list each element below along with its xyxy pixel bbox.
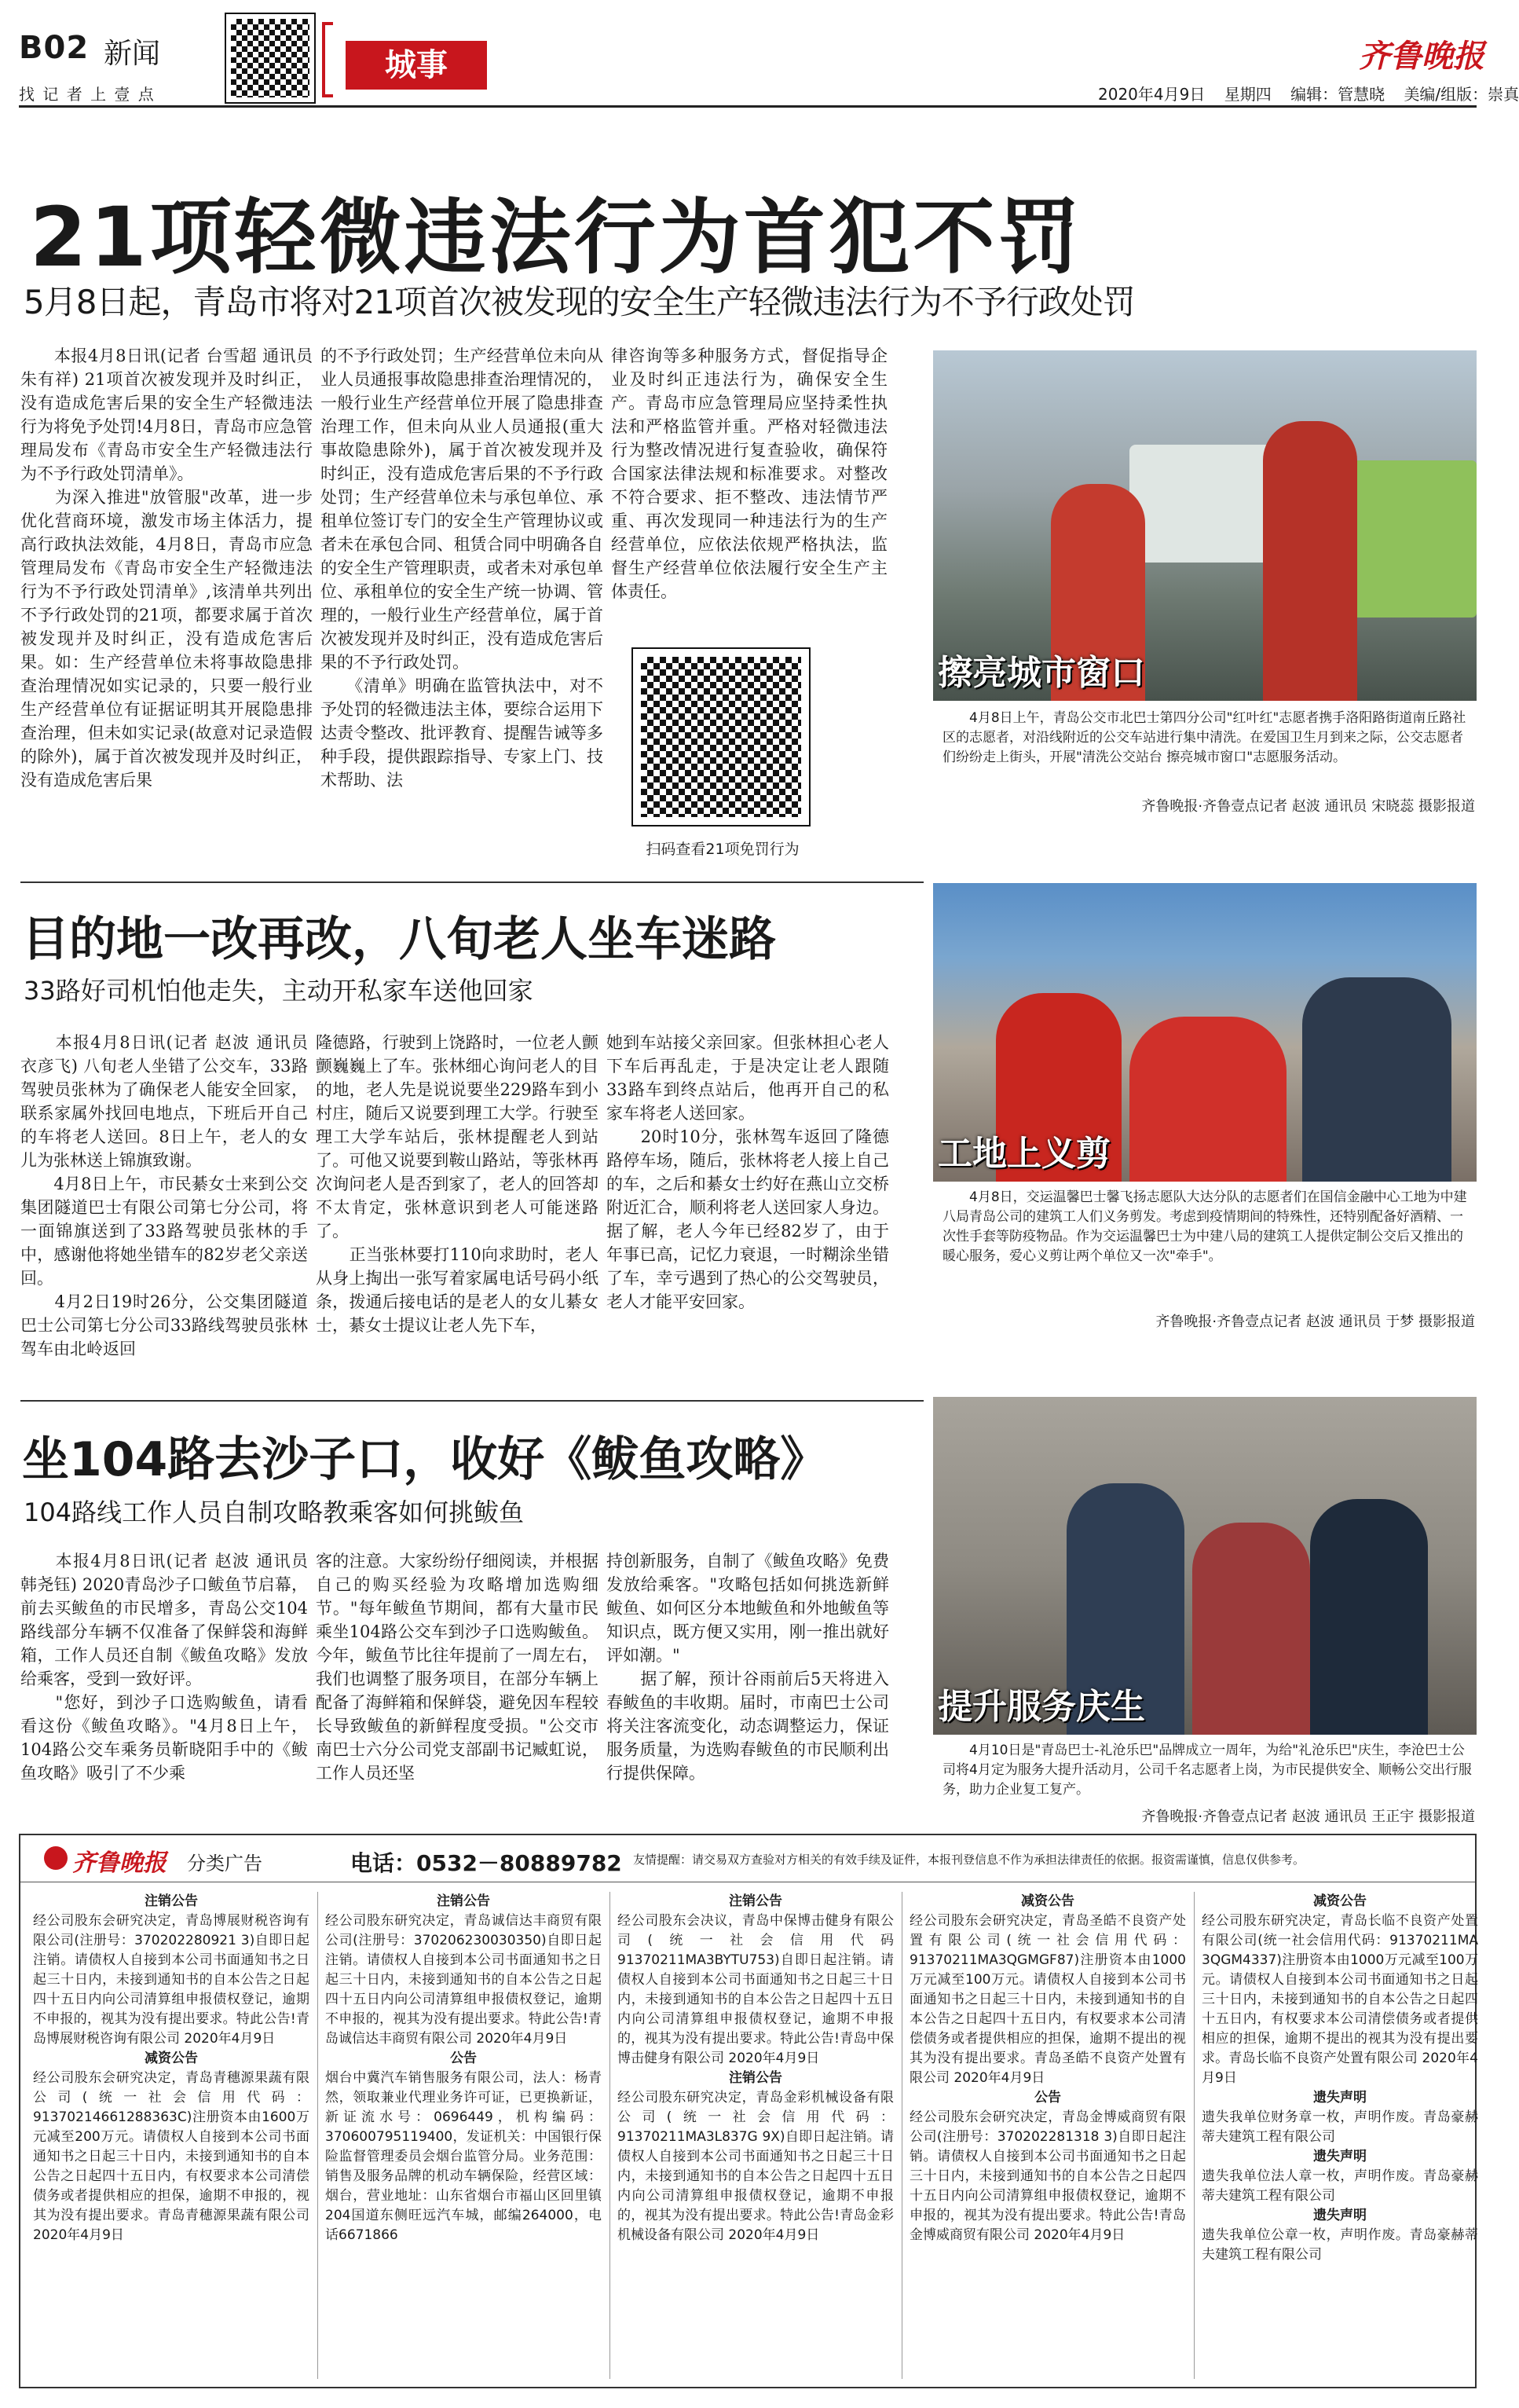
ad-body: 烟台中冀汽车销售服务有限公司，法人：杨青然，领取兼业代理业务许可证，已更换新证，新证流水号：0696449，机构编码：370600795119400，发证机关：中国银行保险监督管理委员会烟台监管分局。业务范围：销售及服务品牌的机动车辆保险，经营区域：烟台，营业地址：山东省烟台市福山区回里镇204国道东侧旺远汽车城，邮编264000，电话6671866 [325, 2070, 602, 2243]
story2-column-2: 隆德路，行驶到上饶路时，一位老人颤颤巍巍上了车。张林细心询问老人的目的地，老人先是说说要坐229路车到小村庄，随后又说要到理工大学。行驶至理工大学车站后，张林提醒老人到站了。可他又说要到鞍山路站，等张林再次询问老人是否到家了，老人的回答却不太肯定，张林意识到老人可能迷路了。 正当张林要打110向求助时，老人从身上掏出一张写着家属电话号码小纸条，拨通后接电话的是老人的女儿綦女士，綦女士提议让老人先下车， [316, 1033, 598, 1335]
ad-body: 经公司股东会研究决定，青岛博展财税咨询有限公司(注册号：370202280921 3)自即日起注销。请债权人自接到本公司书面通知书之日起三十日内，未接到通知书的自本公告之日起四十五日内向公司清算组申报债权登记，逾期不申报的，视其为没有提出要求。特此公告!青岛博展财税咨询有限公司 2020年4月9日 [33, 1913, 309, 2047]
photo-2-person-shape [1129, 1017, 1287, 1182]
channel-bracket-icon [322, 22, 333, 97]
header-rule [19, 105, 1477, 108]
photo-3-person-shape [1192, 1523, 1310, 1735]
ads-column-divider [317, 1892, 318, 2379]
ad-body: 遗失我单位公章一枚，声明作废。青岛豪赫蒂夫建筑工程有限公司 [1202, 2227, 1478, 2263]
ad-body: 遗失我单位法人章一枚，声明作废。青岛豪赫蒂夫建筑工程有限公司 [1202, 2168, 1478, 2204]
photo-1-bus-shape [1341, 460, 1477, 618]
photo-3 [933, 1397, 1477, 1735]
ad-body: 经公司股东会研究决定，青岛青穗源果蔬有限公司(统一社会信用代码：91370214661288363C)注册资本由1600万元减至200万元。请债权人自接到本公司书面通知书之日起三十日内，未接到通知书的自本公告之日起四十五日内，有权要求本公司清偿债务或者提供相应的担保，逾期不申报的，视其为没有提出要求。青岛青穗源果蔬有限公司 2020年4月9日 [33, 2070, 314, 2243]
story2-headline: 目的地一改再改，八旬老人坐车迷路 [22, 912, 776, 967]
header-designer: 美编/组版：崇真 [1404, 85, 1519, 104]
ad-title: 减资公告 [1021, 1893, 1074, 1909]
ad-title: 公告 [1034, 2090, 1061, 2106]
ads-column-divider [609, 1892, 610, 2379]
ads-header [20, 1835, 1475, 1882]
story2-column-1: 本报4月8日讯(记者 赵波 通讯员 衣彦飞) 八旬老人坐错了公交车，33路驾驶员张林为了确保老人能安全回家，联系家属外找回电地点，下班后开自己的车将老人送回。8日上午，老人的女儿为张林送上锦旗致谢。 4月8日上午，市民綦女士来到公交集团隧道巴士有限公司第七分公司，将一面锦旗送到了33路驾驶员张林的手中，感谢他将她坐错车的82岁老父亲送回。 4月2日19时26分，公交集团隧道巴士公司第七分公司33路线驾驶员张林驾车由北岭返回 [20, 1033, 308, 1358]
story3-column-2: 客的注意。大家纷纷仔细阅读，并根据自己的购买经验为攻略增加选购细节。"每年鲅鱼节期间，都有大量市民乘坐104路公交车到沙子口选购鲅鱼。今年，鲅鱼节比往年提前了一周左右，我们也调整了服务项目，在部分车辆上配备了海鲜箱和保鲜袋，避免因车程较长导致鲅鱼的新鲜程度受损。"公交市南巴士六分公司党支部副书记臧虹说，工作人员还坚 [316, 1552, 598, 1783]
ad-title: 注销公告 [729, 2070, 782, 2086]
photo-1 [933, 350, 1477, 701]
story3-column-3: 持创新服务，自制了《鲅鱼攻略》免费发放给乘客。"攻略包括如何挑选新鲜鲅鱼、如何区分本地鲅鱼和外地鲅鱼等知识点，既方便又实用，刚一推出就好评如潮。" 据了解，预计谷雨前后5天将进入春鲅鱼的丰收期。届时，市南巴士公司将关注客流变化，动态调整运力，保证服务质量，为选购春鲅鱼的市民顺利出行提供保障。 [606, 1552, 889, 1783]
ad-body: 遗失我单位财务章一枚，声明作废。青岛豪赫蒂夫建筑工程有限公司 [1202, 2109, 1478, 2145]
ads-phone: 电话：0532－80889782 [350, 1850, 622, 1876]
ad-notice [910, 2088, 1186, 2245]
photo-3-credit: 齐鲁晚报·齐鲁壹点记者 赵波 通讯员 王正宇 摄影报道 [1141, 1809, 1475, 1825]
story3-headline: 坐104路去沙子口，收好《鲅鱼攻略》 [22, 1432, 828, 1487]
ad-title: 注销公告 [729, 1893, 782, 1909]
photo-2-caption: 4月8日，交运温馨巴士馨飞扬志愿队大达分队的志愿者们在国信金融中心工地为中建八局青岛公司的建筑工人们义务剪发。考虑到疫情期间的特殊性，还特别配备好酒精、一次性手套等防疫物品。作为交运温馨巴士为中建八局的建筑工人提供定制公交后又推出的暖心服务，爱心义剪让两个单位又一次"牵手"。 [943, 1189, 1467, 1264]
photo-3-person-shape [1310, 1499, 1428, 1735]
header-brand-logo: 齐鲁晚报 [1359, 38, 1484, 75]
photo-2 [933, 883, 1477, 1182]
ad-notice [1202, 2147, 1478, 2206]
ad-title: 减资公告 [145, 2051, 198, 2066]
photo-1-person-shape [1263, 421, 1357, 701]
ad-notice [910, 1892, 1186, 2088]
ad-notice [1202, 2088, 1478, 2147]
lead-subheadline: 5月8日起，青岛市将对21项首次被发现的安全生产轻微违法行为不予行政处罚 [24, 283, 1135, 321]
ad-notice [617, 2069, 894, 2245]
lead-column-1: 本报4月8日讯(记者 台雪超 通讯员 朱有祥) 21项首次被发现并及时纠正，没有造成危害后果的安全生产轻微违法行为将免予处罚!4月8日，青岛市应急管理局发布《青岛市安全生产轻微违法行为不予行政处罚清单》。 为深入推进"放管服"改革，进一步优化营商环境，激发市场主体活力，提高行政执法效能，4月8日，青岛市应急管理局发布《青岛市安全生产轻微违法行为不予行政处罚清单》,该清单共列出不予行政处罚的21项，都要求属于首次被发现并及时纠正，没有造成危害后果。如：生产经营单位未将事故隐患排查治理情况如实记录的，只要一般行业生产经营单位有证据证明其开展隐患排查治理，但未如实记录(故意对记录造假的除外)，属于首次被发现并及时纠正，没有造成危害后果 [20, 346, 313, 790]
ads-brand-logo: 齐鲁晚报 [72, 1849, 167, 1877]
photo-1-caption: 4月8日上午，青岛公交市北巴士第四分公司"红叶红"志愿者携手洛阳路街道南丘路社区的志愿者，对沿线附近的公交车站进行集中清洗。在爱国卫生月到来之际，公交志愿者们纷纷走上街头，开展"清洗公交站台 擦亮城市窗口"志愿服务活动。 [943, 710, 1466, 765]
lead-column-2: 的不予行政处罚；生产经营单位未向从业人员通报事故隐患排查治理情况的，一般行业生产经营单位开展了隐患排查治理工作，但未向从业人员通报(重大事故隐患除外)，属于首次被发现并及时纠正，没有造成危害后果的不予行政处罚；生产经营单位未与承包单位、承租单位签订专门的安全生产管理协议或者未在承包合同、租赁合同中明确各自的安全生产管理职责，或者未对承包单位、承租单位的安全生产统一协调、管理的，一般行业生产经营单位，属于首次被发现并及时纠正，没有造成危害后果的不予行政处罚。 《清单》明确在监管执法中，对不予处罚的轻微违法主体，要综合运用下达责令整改、批评教育、提醒告诫等多种手段，提供跟踪指导、专家上门、技术帮助、法 [320, 346, 603, 790]
ad-notice [617, 1892, 894, 2069]
story3-column-1: 本报4月8日讯(记者 赵波 通讯员 韩尧钰) 2020青岛沙子口鲅鱼节启幕，前去买鲅鱼的市民增多，青岛公交104路线部分车辆不仅准备了保鲜袋和海鲜箱，工作人员还自制《鲅鱼攻略》发放给乘客，受到一致好评。 "您好，到沙子口选购鲅鱼，请看看这份《鲅鱼攻略》。"4月8日上午，104路公交车乘务员靳晓阳手中的《鲅鱼攻略》吸引了不少乘 [20, 1552, 308, 1783]
separator-rule [20, 881, 924, 883]
photo-2-person-shape [1302, 977, 1451, 1182]
ads-column-divider [1194, 1892, 1195, 2379]
ads-column [1202, 1892, 1483, 2379]
page-number: B02 [19, 30, 90, 66]
header-weekday: 星期四 [1224, 85, 1272, 104]
ads-column [910, 1892, 1186, 2379]
photo-3-overlay-title: 提升服务庆生 [938, 1687, 1145, 1727]
lead-column-3: 律咨询等多种服务方式，督促指导企业及时纠正违法行为，确保安全生产。青岛市应急管理局应坚持柔性执法和严格监管并重。严格对轻微违法行为整改情况进行复查验收，确保符合国家法律法规和标准要求。对整改不符合要求、拒不整改、违法情节严重、再次发现同一种违法行为的生产经营单位，应依法依规严格执法，监督生产经营单位依法履行安全生产主体责任。 [611, 346, 888, 601]
ads-section [19, 1834, 1483, 2388]
ads-column [33, 1892, 314, 2379]
separator-rule [20, 1400, 924, 1402]
ad-body: 经公司股东会研究决定，青岛圣皓不良资产处置有限公司(统一社会信用代码：91370211MA3QGMGF87)注册资本由1000万元减至100万元。请债权人自接到本公司书面通知书之日起三十日内，未接到通知书的自本公告之日起四十五日内，有权要求本公司清偿债务或者提供相应的担保，逾期不提出的视其为没有提出要求。青岛圣皓不良资产处置有限公司 2020年4月9日 [910, 1913, 1186, 2086]
header-qr-icon [226, 14, 314, 102]
lead-headline: 21项轻微违法行为首犯不罚 [30, 189, 1083, 285]
story2-subheadline: 33路好司机怕他走失，主动开私家车送他回家 [24, 976, 533, 1006]
ads-notice: 友情提醒：请交易双方查验对方相关的有效手续及证件，本报刊登信息不作为承担法律责任的依据。报资需谨慎，信息仅供参考。 [633, 1853, 1305, 1867]
photo-3-caption: 4月10日是"青岛巴士-礼沧乐巴"品牌成立一周年，为给"礼沧乐巴"庆生，李沧巴士公司将4月定为服务大提升活动月，公司千名志愿者上岗，为市民提供安全、顺畅公交出行服务，助力企业复工复产。 [943, 1743, 1472, 1798]
ad-notice [1202, 2206, 1478, 2265]
ads-column [617, 1892, 894, 2379]
photo-1-credit: 齐鲁晚报·齐鲁壹点记者 赵波 通讯员 宋晓蕊 摄影报道 [1141, 798, 1475, 815]
ad-body: 经公司股东研究决定，青岛诚信达丰商贸有限公司(注册号：370206230030350)自即日起注销。请债权人自接到本公司书面通知书之日起三十日内，未接到通知书的自本公告之日起四十五日内向公司清算组申报债权登记，逾期不申报的，视其为没有提出要求。特此公告!青岛诚信达丰商贸有限公司 2020年4月9日 [325, 1913, 602, 2047]
ad-notice [33, 2049, 314, 2245]
ad-body: 经公司股东研究决定，青岛金彩机械设备有限公司(统一社会信用代码：91370211MA3L837G 9X)自即日起注销。请债权人自接到本公司书面通知书之日起三十日内，未接到通知书的自本公告之日起四十五日内向公司清算组申报债权登记，逾期不申报的，视其为没有提出要求。特此公告!青岛金彩机械设备有限公司 2020年4月9日 [617, 2090, 894, 2243]
photo-2-overlay-title: 工地上义剪 [938, 1134, 1111, 1174]
ad-title: 公告 [450, 2051, 477, 2066]
header-editor: 编辑：管慧晓 [1290, 85, 1385, 104]
header-meta [1098, 82, 1519, 104]
ad-title: 遗失声明 [1313, 2149, 1367, 2164]
story2-column-3: 她到车站接父亲回家。但张林担心老人下车后再乱走，于是决定让老人跟随33路车到终点站后，他再开自己的私家车将老人送回家。 20时10分，张林驾车返回了隆德路停车场，随后，张林将老人接上自己的车，之后和綦女士约好在燕山立交桥附近汇合，顺利将老人送回家人身边。据了解，老人今年已经82岁了，由于年事已高，记忆力衰退，一时糊涂坐错了车，幸亏遇到了热心的公交驾驶员，老人才能平安回家。 [606, 1033, 889, 1311]
ad-notice [325, 1892, 602, 2049]
header-slogan: 找 记 者 上 壹 点 [19, 85, 156, 104]
photo-2-credit: 齐鲁晚报·齐鲁壹点记者 赵波 通讯员 于梦 摄影报道 [1155, 1314, 1475, 1330]
ad-title: 遗失声明 [1313, 2090, 1367, 2106]
ads-column [325, 1892, 602, 2379]
ads-label: 分类广告 [187, 1853, 262, 1875]
lead-qr-code [633, 649, 809, 825]
story3-subheadline: 104路线工作人员自制攻略教乘客如何挑鲅鱼 [24, 1497, 525, 1527]
ads-brand-logo-icon [44, 1846, 68, 1870]
ad-notice [1202, 1892, 1483, 2088]
ad-title: 注销公告 [437, 1893, 490, 1909]
ad-body: 经公司股东会研究决定，青岛金博威商贸有限公司(注册号：370202281318 3)自即日起注销。请债权人自接到本公司书面通知书之日起三十日内，未接到通知书的自本公告之日起四十五日内向公司清算组申报债权登记，逾期不申报的，视其为没有提出要求。特此公告!青岛金博威商贸有限公司 2020年4月9日 [910, 2109, 1186, 2243]
ad-body: 经公司股东会决议，青岛中保博击健身有限公司(统一社会信用代码91370211MA3BYTU753)自即日起注销。请债权人自接到本公司书面通知书之日起三十日内，未接到通知书的自本公告之日起四十五日内向公司清算组申报债权登记，逾期不申报的，视其为没有提出要求。特此公告!青岛中保博击健身有限公司 2020年4月9日 [617, 1913, 894, 2066]
ad-notice [325, 2049, 602, 2245]
lead-qr-caption: 扫码查看21项免罚行为 [646, 841, 800, 858]
ad-title: 注销公告 [145, 1893, 198, 1909]
section-name: 新闻 [104, 38, 161, 70]
ad-title: 减资公告 [1313, 1893, 1367, 1909]
header-date: 2020年4月9日 [1098, 85, 1206, 104]
ad-notice [33, 1892, 309, 2049]
channel-tag: 城事 [346, 41, 487, 90]
photo-1-overlay-title: 擦亮城市窗口 [938, 653, 1145, 693]
ad-body: 经公司股东研究决定，青岛长临不良资产处置有限公司(统一社会信用代码：91370211MA 3QGM4337)注册资本由1000万元减至100万元。请债权人自接到本公司书面通知书之日起三十日内，未接到通知书的自本公告之日起四十五日内，有权要求本公司清偿债务或者提供相应的担保，逾期不提出的视其为没有提出要求。青岛长临不良资产处置有限公司 2020年4月9日 [1202, 1913, 1483, 2086]
ad-title: 遗失声明 [1313, 2208, 1367, 2223]
